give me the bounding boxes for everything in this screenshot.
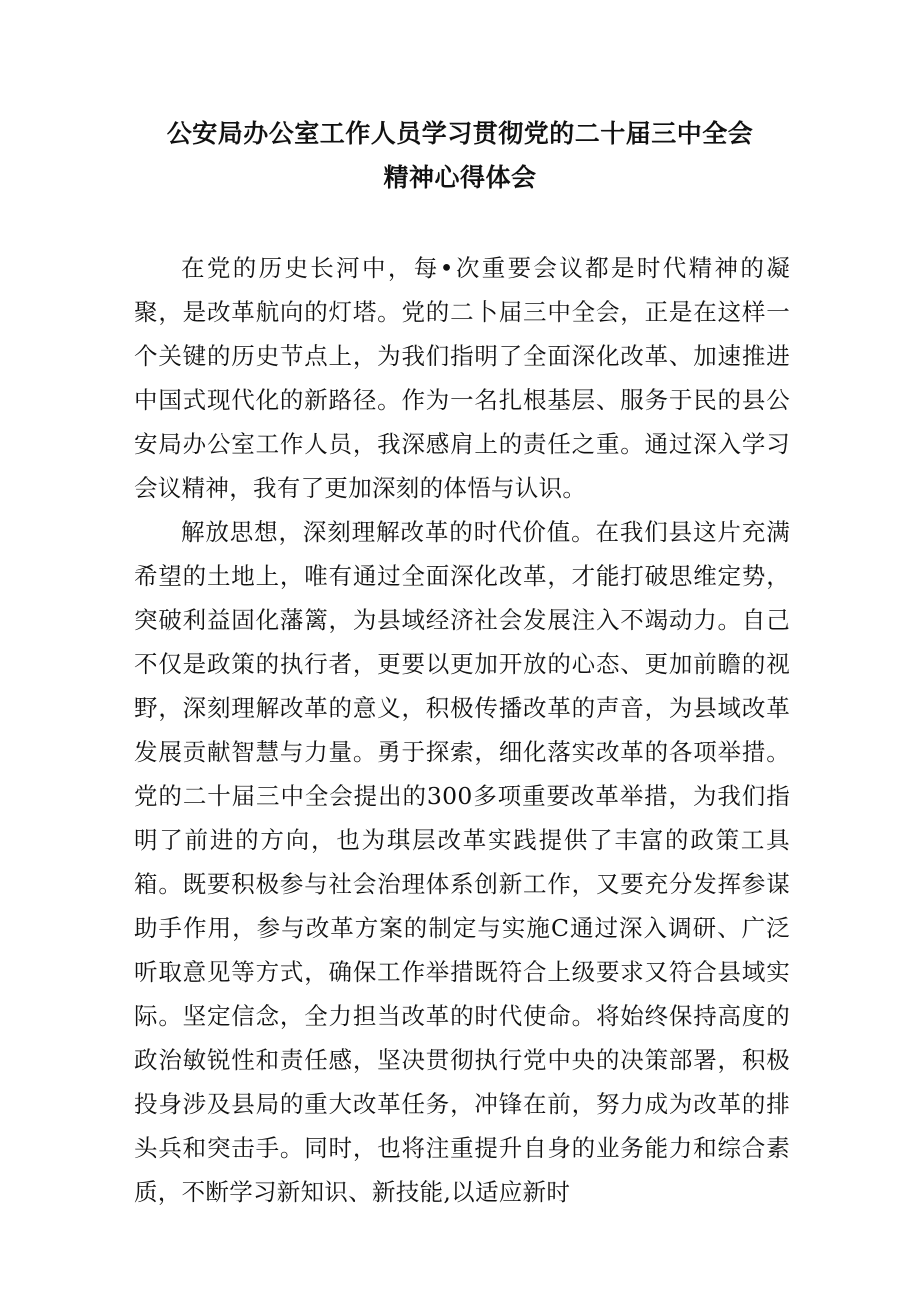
paragraph-1: 在党的历史长河中，每•次重要会议都是时代精神的凝聚，是改革航向的灯塔。党的二卜届三中全会，正是在这样一个关键的历史节点上，为我们指明了全面深化改革、加速推进中国式现代化的新路径。作为一名扎根基层、服务于民的县公安局办公室工作人员，我深感肩上的责任之重。通过深入学习会议精神，我有了更加深刻的体悟与认识。 xyxy=(134,254,790,502)
document-title xyxy=(0,112,920,200)
title-line-2: 精神心得体会 xyxy=(383,163,537,192)
paragraph-2: 解放思想，深刻理解改革的时代价值。在我们县这片充满希望的土地上，唯有通过全面深化改革，才能打破思维定势，突破利益固化藩篱，为县域经济社会发展注入不竭动力。自己不仅是政策的执行者，更要以更加开放的心态、更加前瞻的视野，深刻理解改革的意义，积极传播改革的声音，为县域改革发展贡献智慧与力量。勇于探索，细化落实改革的各项举措。党的二十届三中全会提出的300多项重要改革举措，为我们指明了前进的方向，也为琪层改革实践提供了丰富的政策工具箱。既要积极参与社会治理体系创新工作，又要充分发挥参谋助手作用，参与改革方案的制定与实施C通过深入调研、广泛听取意见等方式，确保工作举措既符合上级要求又符合县域实际。坚定信念，全力担当改革的时代使命。将始终保持高度的政治敏锐性和责任感，坚决贯彻执行党中央的决策部署，积极投身涉及县局的重大改革任务，冲锋在前，努力成为改革的排头兵和突击手。同时，也将注重提升自身的业务能力和综合素质，不断学习新知识、新技能,以适应新时 xyxy=(134,518,790,1206)
title-line-1: 公安局办公室工作人员学习贯彻党的二十届三中全会 xyxy=(166,119,754,148)
document-body xyxy=(134,246,790,1214)
